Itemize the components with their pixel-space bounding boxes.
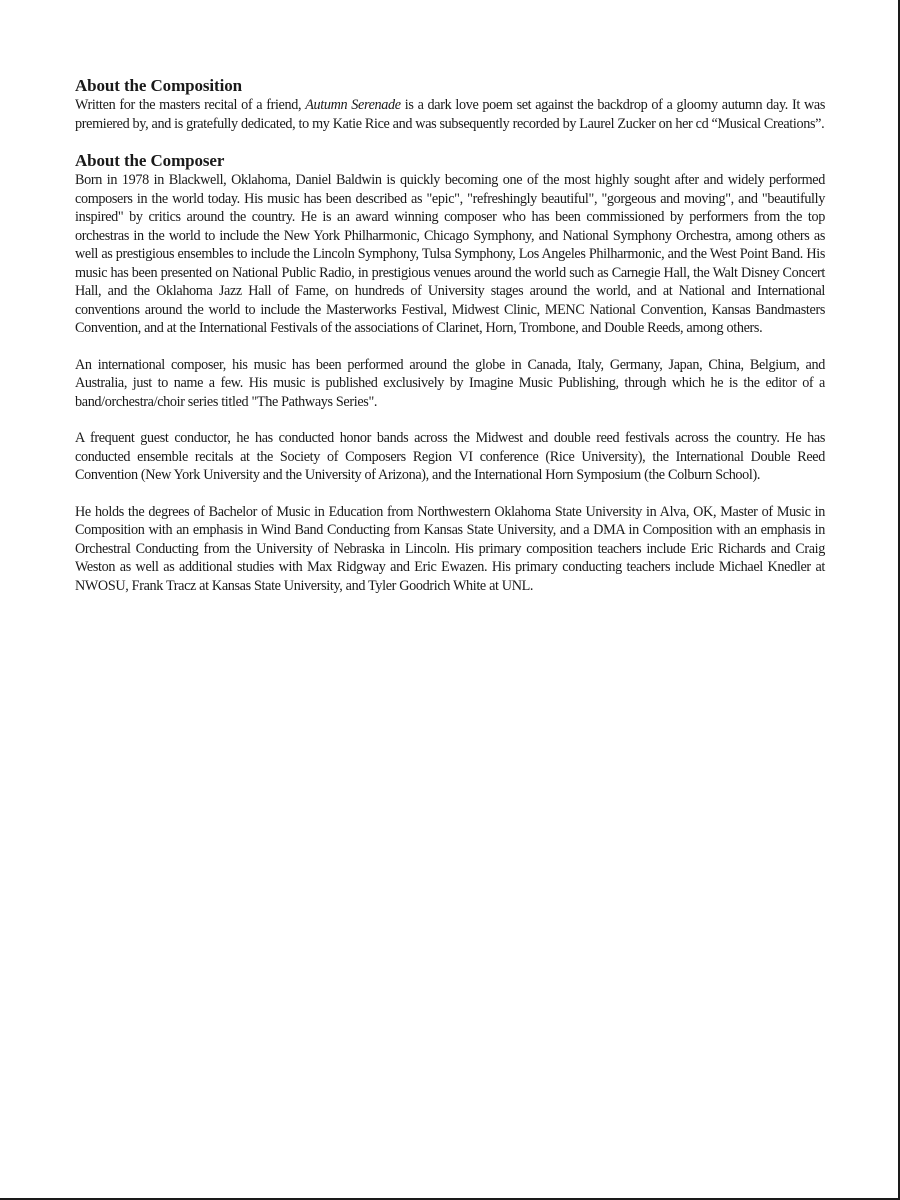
composer-paragraph-conductor: A frequent guest conductor, he has conducted honor bands across the Midwest and double reed festivals across the country. He has conducted ensemble recitals at the Society of Composers Region VI conference (Rice University), the International Double Reed Convention (New York University and the University of Arizona), and the International Horn Symposium (the Colburn School). [75,430,825,483]
paragraph-spacer [75,411,825,429]
composer-heading: About the Composer [75,151,225,170]
work-title: Autumn Serenade [305,97,401,113]
composition-heading: About the Composition [75,76,242,95]
paragraph-spacer [75,485,825,503]
composition-text-start: Written for the masters recital of a friend, [75,97,306,113]
composer-paragraph-bio: Born in 1978 in Blackwell, Oklahoma, Daniel Baldwin is quickly becoming one of the most highly sought after and widely performed composers in the world today. His music has been described as "epic", "refreshingly beautiful", "gorgeous and moving", and "beautifully inspired" by critics around the country. He is an award winning composer who has been commissioned by performers from the top orchestras in the world to include the New York Philharmonic, Chicago Symphony, and National Symphony Orchestra, among others as well as prestigious ensembles to include the Lincoln Symphony, Tulsa Symphony, Los Angeles Philharmonic, and the West Point Band. His music has been presented on National Public Radio, in prestigious venues around the world such as Carnegie Hall, the Walt Disney Concert Hall, and the Oklahoma Jazz Hall of Fame, on hundreds of University stages around the world, and at National and International conventions around the world to include the Masterworks Festival, Midwest Clinic, MENC National Convention, Kansas Bandmasters Convention, and at the International Festivals of the associations of Clarinet, Horn, Trombone, and Double Reeds, among others. [75,172,825,336]
composer-paragraph-international: An international composer, his music has been performed around the globe in Canada, Italy, Germany, Japan, China, Belgium, and Australia, just to name a few. His music is published exclusively by Imagine Music Publishing, through which he is the editor of a band/orchestra/choir series titled "The Pathways Series". [75,356,825,410]
section-spacer [75,133,825,151]
paragraph-spacer [75,338,825,356]
document-content [75,76,825,595]
composition-text-end: is a dark love poem set against the backdrop of a gloomy autumn day. It was premiered by, and is gratefully dedicated, to my Katie Rice and was subsequently recorded by Laurel Zucker on her cd “Musical Creations”. [75,97,825,132]
composer-paragraph-education: He holds the degrees of Bachelor of Music in Education from Northwestern Oklahoma State University in Alva, OK, Master of Music in Composition with an emphasis in Wind Band Conducting from Kansas State University, and a DMA in Composition with an emphasis in Orchestral Conducting from the University of Nebraska in Lincoln. His primary composition teachers include Eric Richards and Craig Weston as well as additional studies with Max Ridgway and Eric Ewazen. His primary conducting teachers include Michael Knedler at NWOSU, Frank Tracz at Kansas State University, and Tyler Goodrich White at UNL. [75,503,825,594]
composition-paragraph [75,96,825,133]
